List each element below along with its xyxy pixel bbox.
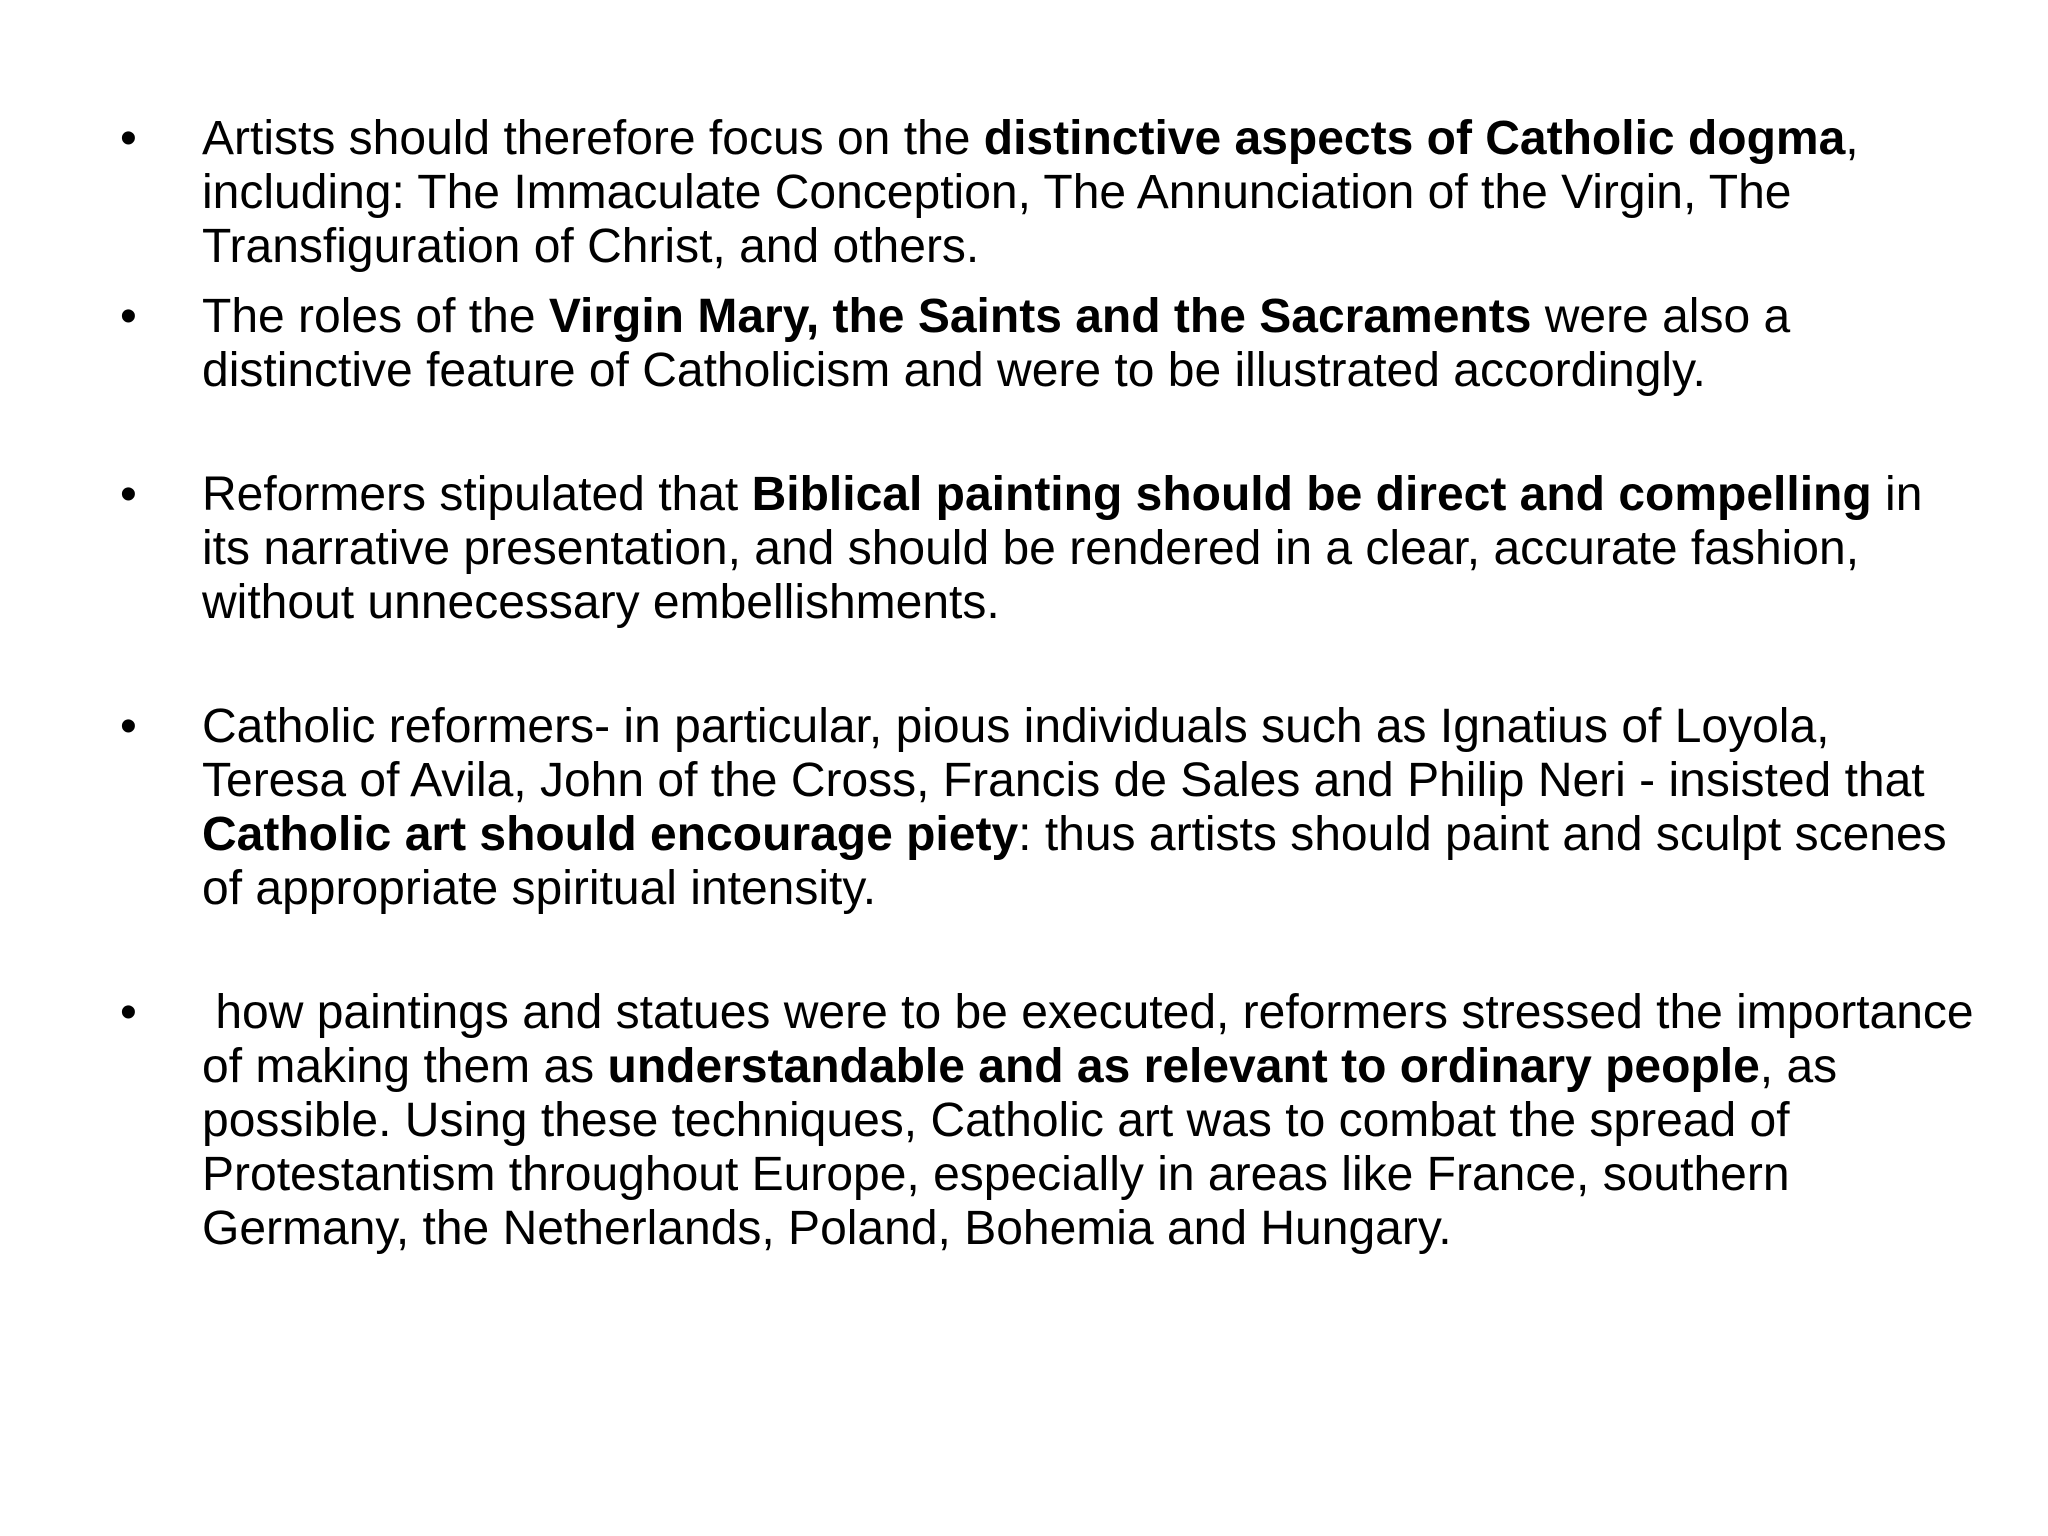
text-segment: The roles of the <box>202 290 549 343</box>
bullet-marker: • <box>120 986 137 1039</box>
text-segment: , as possible. Using these techniques, Catholic art was to combat the spread of Protestantism throughout Europe, especially in areas like France, southern Germany, the Netherlands, Poland, Bohemia and Hungary. <box>202 1040 1851 1255</box>
bullet-text <box>202 468 1922 629</box>
bullet-text <box>202 700 1947 915</box>
bullet-marker: • <box>120 290 137 343</box>
bullet-marker: • <box>120 468 137 521</box>
bold-text-segment: understandable and as relevant to ordinary people <box>607 1040 1760 1093</box>
bullet-item <box>120 986 1987 1256</box>
text-segment: Catholic reformers- in particular, pious individuals such as Ignatius of Loyola, Teresa of Avila, John of the Cross, Francis de Sales and Philip Neri - insisted that <box>202 700 1925 807</box>
bold-text-segment: distinctive aspects of Catholic dogma <box>983 112 1846 165</box>
text-segment: : thus artists should paint and sculpt scenes of appropriate spiritual intensity. <box>202 808 1947 915</box>
bullet-item <box>120 700 1980 916</box>
bullet-text <box>202 112 1859 273</box>
text-segment: how paintings and statues were to be executed, reformers stressed the importance of making them as <box>202 986 1987 1093</box>
text-segment: Artists should therefore focus on the <box>202 112 984 165</box>
bullet-item <box>120 468 1980 630</box>
text-segment: Reformers stipulated that <box>202 468 752 521</box>
bullet-text <box>202 290 1790 397</box>
bullet-item <box>120 290 1980 398</box>
bullet-text <box>202 986 1987 1255</box>
text-segment: were also a distinctive feature of Catholicism and were to be illustrated accordingly. <box>202 290 1791 397</box>
bullet-marker: • <box>120 700 137 753</box>
bullet-list <box>120 112 1987 1256</box>
text-segment: in its narrative presentation, and should be rendered in a clear, accurate fashion, without unnecessary embellishments. <box>202 468 1923 629</box>
text-segment: , including: The Immaculate Conception, The Annunciation of the Virgin, The Transfiguration of Christ, and others. <box>202 112 1859 273</box>
bullet-item <box>120 112 1980 274</box>
bold-text-segment: Biblical painting should be direct and compelling <box>751 468 1872 521</box>
bullet-marker: • <box>120 112 137 165</box>
bold-text-segment: Catholic art should encourage piety <box>202 808 1019 861</box>
bold-text-segment: Virgin Mary, the Saints and the Sacraments <box>548 290 1532 343</box>
